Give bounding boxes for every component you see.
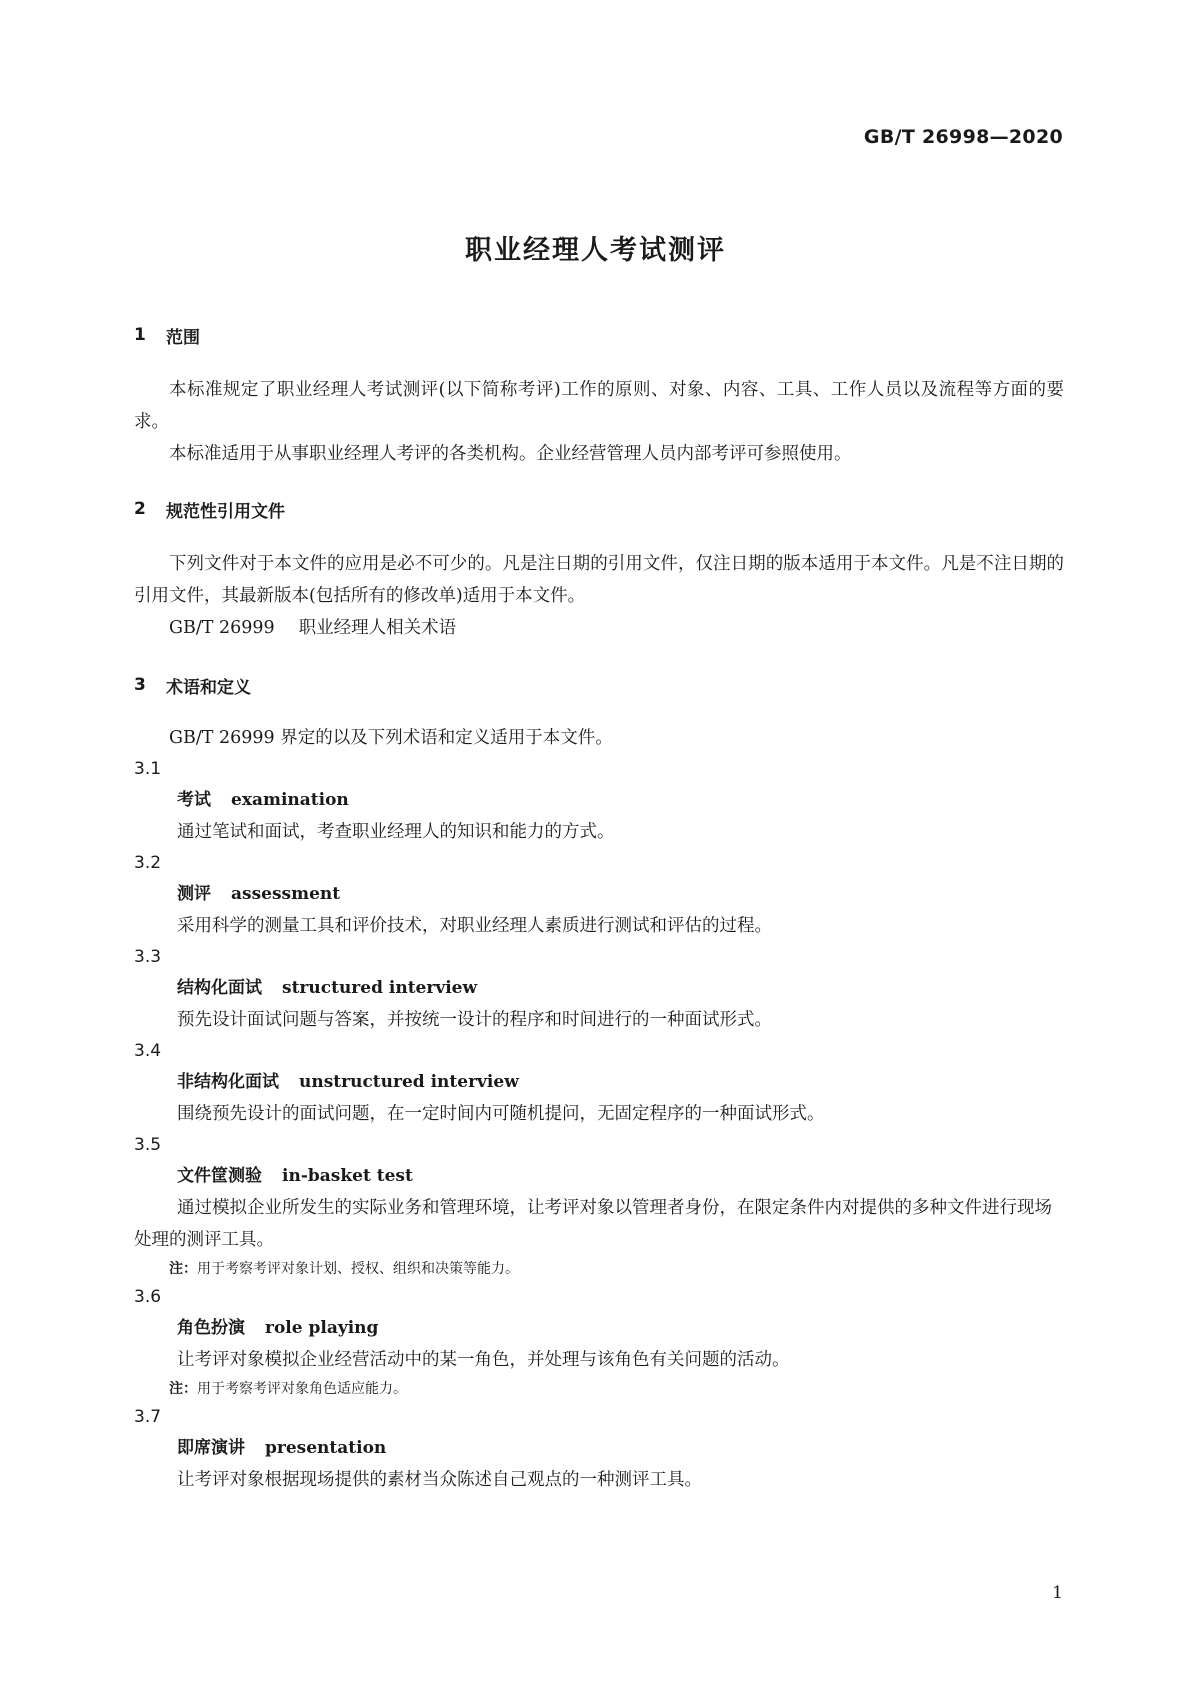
- section-title: 规范性引用文件: [166, 501, 285, 522]
- term-zh: 角色扮演: [177, 1318, 245, 1338]
- term-en: role playing: [265, 1318, 379, 1338]
- term-definition: 让考评对象根据现场提供的素材当众陈述自己观点的一种测评工具。: [177, 1470, 702, 1490]
- section-number: 2: [134, 499, 146, 519]
- term-en: assessment: [231, 884, 341, 904]
- term-number: 3.2: [134, 853, 162, 873]
- term-name: [134, 784, 1064, 816]
- term-en: unstructured interview: [299, 1072, 519, 1092]
- paragraph: 本标准规定了职业经理人考试测评(以下简称考评)工作的原则、对象、内容、工具、工作人员以及流程等方面的要求。: [134, 380, 1064, 432]
- section-number: 3: [134, 675, 146, 695]
- term-name: [134, 878, 1064, 910]
- reference-code: GB/T 26999: [169, 618, 275, 638]
- term-en: presentation: [265, 1438, 387, 1458]
- term-definition: 采用科学的测量工具和评价技术，对职业经理人素质进行测试和评估的过程。: [177, 916, 772, 936]
- term-name: [134, 1160, 1064, 1192]
- note-text: 用于考察考评对象计划、授权、组织和决策等能力。: [197, 1261, 519, 1277]
- term-name: [134, 972, 1064, 1004]
- document-body: [134, 320, 1064, 1496]
- term-number: 3.1: [134, 759, 162, 779]
- paragraph: 下列文件对于本文件的应用是必不可少的。凡是注日期的引用文件，仅注日期的版本适用于本文件。凡是不注日期的引用文件，其最新版本(包括所有的修改单)适用于本文件。: [134, 554, 1064, 606]
- term-definition: 通过模拟企业所发生的实际业务和管理环境，让考评对象以管理者身份，在限定条件内对提供的多种文件进行现场处理的测评工具。: [134, 1198, 1052, 1250]
- term-note: [134, 1256, 1064, 1282]
- paragraph: GB/T 26999 界定的以及下列术语和定义适用于本文件。: [169, 728, 613, 748]
- term-definition: 预先设计面试问题与答案，并按统一设计的程序和时间进行的一种面试形式。: [177, 1010, 772, 1030]
- term-zh: 即席演讲: [177, 1438, 245, 1458]
- page-number: 1: [1052, 1583, 1063, 1603]
- term-en: structured interview: [282, 978, 478, 998]
- term-number: 3.7: [134, 1407, 162, 1427]
- section-title: 术语和定义: [166, 677, 251, 698]
- section-number: 1: [134, 325, 146, 345]
- term-definition: 围绕预先设计的面试问题，在一定时间内可随机提问，无固定程序的一种面试形式。: [177, 1104, 825, 1124]
- term-name: [134, 1312, 1064, 1344]
- term-zh: 文件筐测验: [177, 1166, 262, 1186]
- document-title: 职业经理人考试测评: [465, 235, 726, 266]
- standard-code: GB/T 26998—2020: [863, 126, 1063, 148]
- term-definition: 让考评对象模拟企业经营活动中的某一角色，并处理与该角色有关问题的活动。: [177, 1350, 790, 1370]
- reference-name: 职业经理人相关术语: [298, 618, 457, 638]
- term-note: [134, 1376, 1064, 1402]
- note-label: 注：: [169, 1381, 197, 1397]
- section-heading-normative-references: [134, 494, 1064, 524]
- term-name: [134, 1432, 1064, 1464]
- term-en: in-basket test: [282, 1166, 413, 1186]
- term-number: 3.6: [134, 1287, 162, 1307]
- term-en: examination: [231, 790, 349, 810]
- term-definition: 通过笔试和面试，考查职业经理人的知识和能力的方式。: [177, 822, 615, 842]
- section-heading-scope: [134, 320, 1064, 350]
- term-zh: 测评: [177, 884, 211, 904]
- term-number: 3.5: [134, 1135, 162, 1155]
- section-heading-terms-definitions: [134, 670, 1064, 700]
- term-number: 3.4: [134, 1041, 162, 1061]
- paragraph: 本标准适用于从事职业经理人考评的各类机构。企业经营管理人员内部考评可参照使用。: [169, 444, 852, 464]
- term-zh: 结构化面试: [177, 978, 262, 998]
- note-label: 注：: [169, 1261, 197, 1277]
- term-zh: 考试: [177, 790, 211, 810]
- section-title: 范围: [166, 327, 200, 348]
- note-text: 用于考察考评对象角色适应能力。: [197, 1381, 407, 1397]
- term-zh: 非结构化面试: [177, 1072, 279, 1092]
- reference-item: [134, 612, 1064, 644]
- term-name: [134, 1066, 1064, 1098]
- term-number: 3.3: [134, 947, 162, 967]
